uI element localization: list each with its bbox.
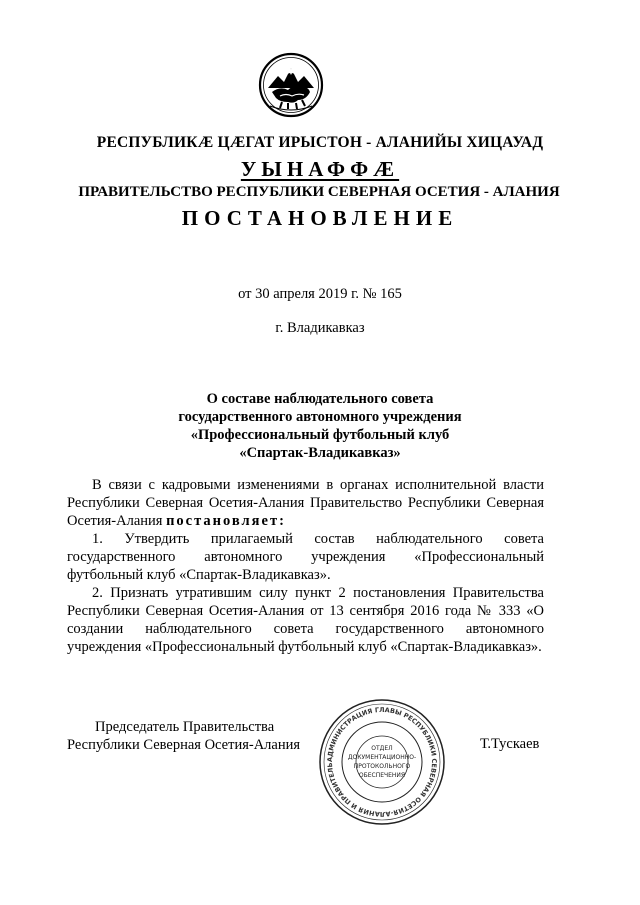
signatory-position-line-2: Республики Северная Осетия-Алания: [67, 737, 301, 753]
stamp-center-line-3: ПРОТОКОЛЬНОГО: [353, 763, 411, 770]
header-ossetian-government: РЕСПУБЛИКӔ ЦӔГАТ ИРЫСТОН - АЛАНИЙЫ ХИЦАУАД: [96, 134, 544, 151]
document-body: [67, 476, 544, 656]
item-1: 1. Утвердить прилагаемый состав наблюдательного совета государственного автономного учреждения «Профессиональный футбольный клуб «Спартак-Владикавказ».: [67, 531, 544, 583]
stamp-center-line-1: ОТДЕЛ: [371, 745, 393, 752]
coat-of-arms-emblem: [258, 52, 324, 118]
title-line-3: «Профессиональный футбольный клуб: [190, 427, 450, 443]
title-line-4: «Спартак-Владикавказ»: [239, 445, 401, 461]
title-line-2: государственного автономного учреждения: [178, 409, 462, 425]
stamp-outer-text: АДМИНИСТРАЦИЯ ГЛАВЫ РЕСПУБЛИКИ СЕВЕРНАЯ ОСЕТИЯ-АЛАНИЯ И ПРАВИТЕЛЬ: [325, 705, 439, 819]
official-stamp: [318, 698, 446, 826]
signatory-position-line-1: Председатель Правительства: [95, 719, 275, 735]
signatory-name: Т.Тускаев: [480, 736, 540, 752]
intro-resolves: постановляет:: [166, 513, 286, 529]
document-title: [0, 390, 640, 462]
stamp-center-line-2: ДОКУМЕНТАЦИОННО-: [347, 754, 417, 761]
item-2: 2. Признать утратившим силу пункт 2 постановления Правительства Республики Северная Осетия-Алания от 13 сентября 2016 года № 333 «О создании наблюдательного совета государственного автономного учреждения «Профессиональный футбольный клуб «Спартак-Владикавказ».: [67, 585, 544, 655]
document-city: г. Владикавказ: [275, 320, 365, 336]
intro-text: В связи с кадровыми изменениями в органах исполнительной власти Республики Северная Осетия-Алания Правительство Республики Северная Осетия-Алания: [67, 477, 544, 529]
signatory-position: [67, 718, 300, 754]
header-document-type: ПОСТАНОВЛЕНИЕ: [181, 206, 459, 230]
header-ossetian-decree: УЫНАФФӔ: [240, 157, 400, 181]
document-date-number: от 30 апреля 2019 г. № 165: [238, 286, 402, 302]
stamp-center-line-4: ОБЕСПЕЧЕНИЯ: [358, 772, 406, 779]
header-government-name: ПРАВИТЕЛЬСТВО РЕСПУБЛИКИ СЕВЕРНАЯ ОСЕТИЯ - АЛАНИЯ: [78, 184, 560, 200]
intro-paragraph: [67, 476, 544, 530]
title-line-1: О составе наблюдательного совета: [206, 391, 434, 407]
